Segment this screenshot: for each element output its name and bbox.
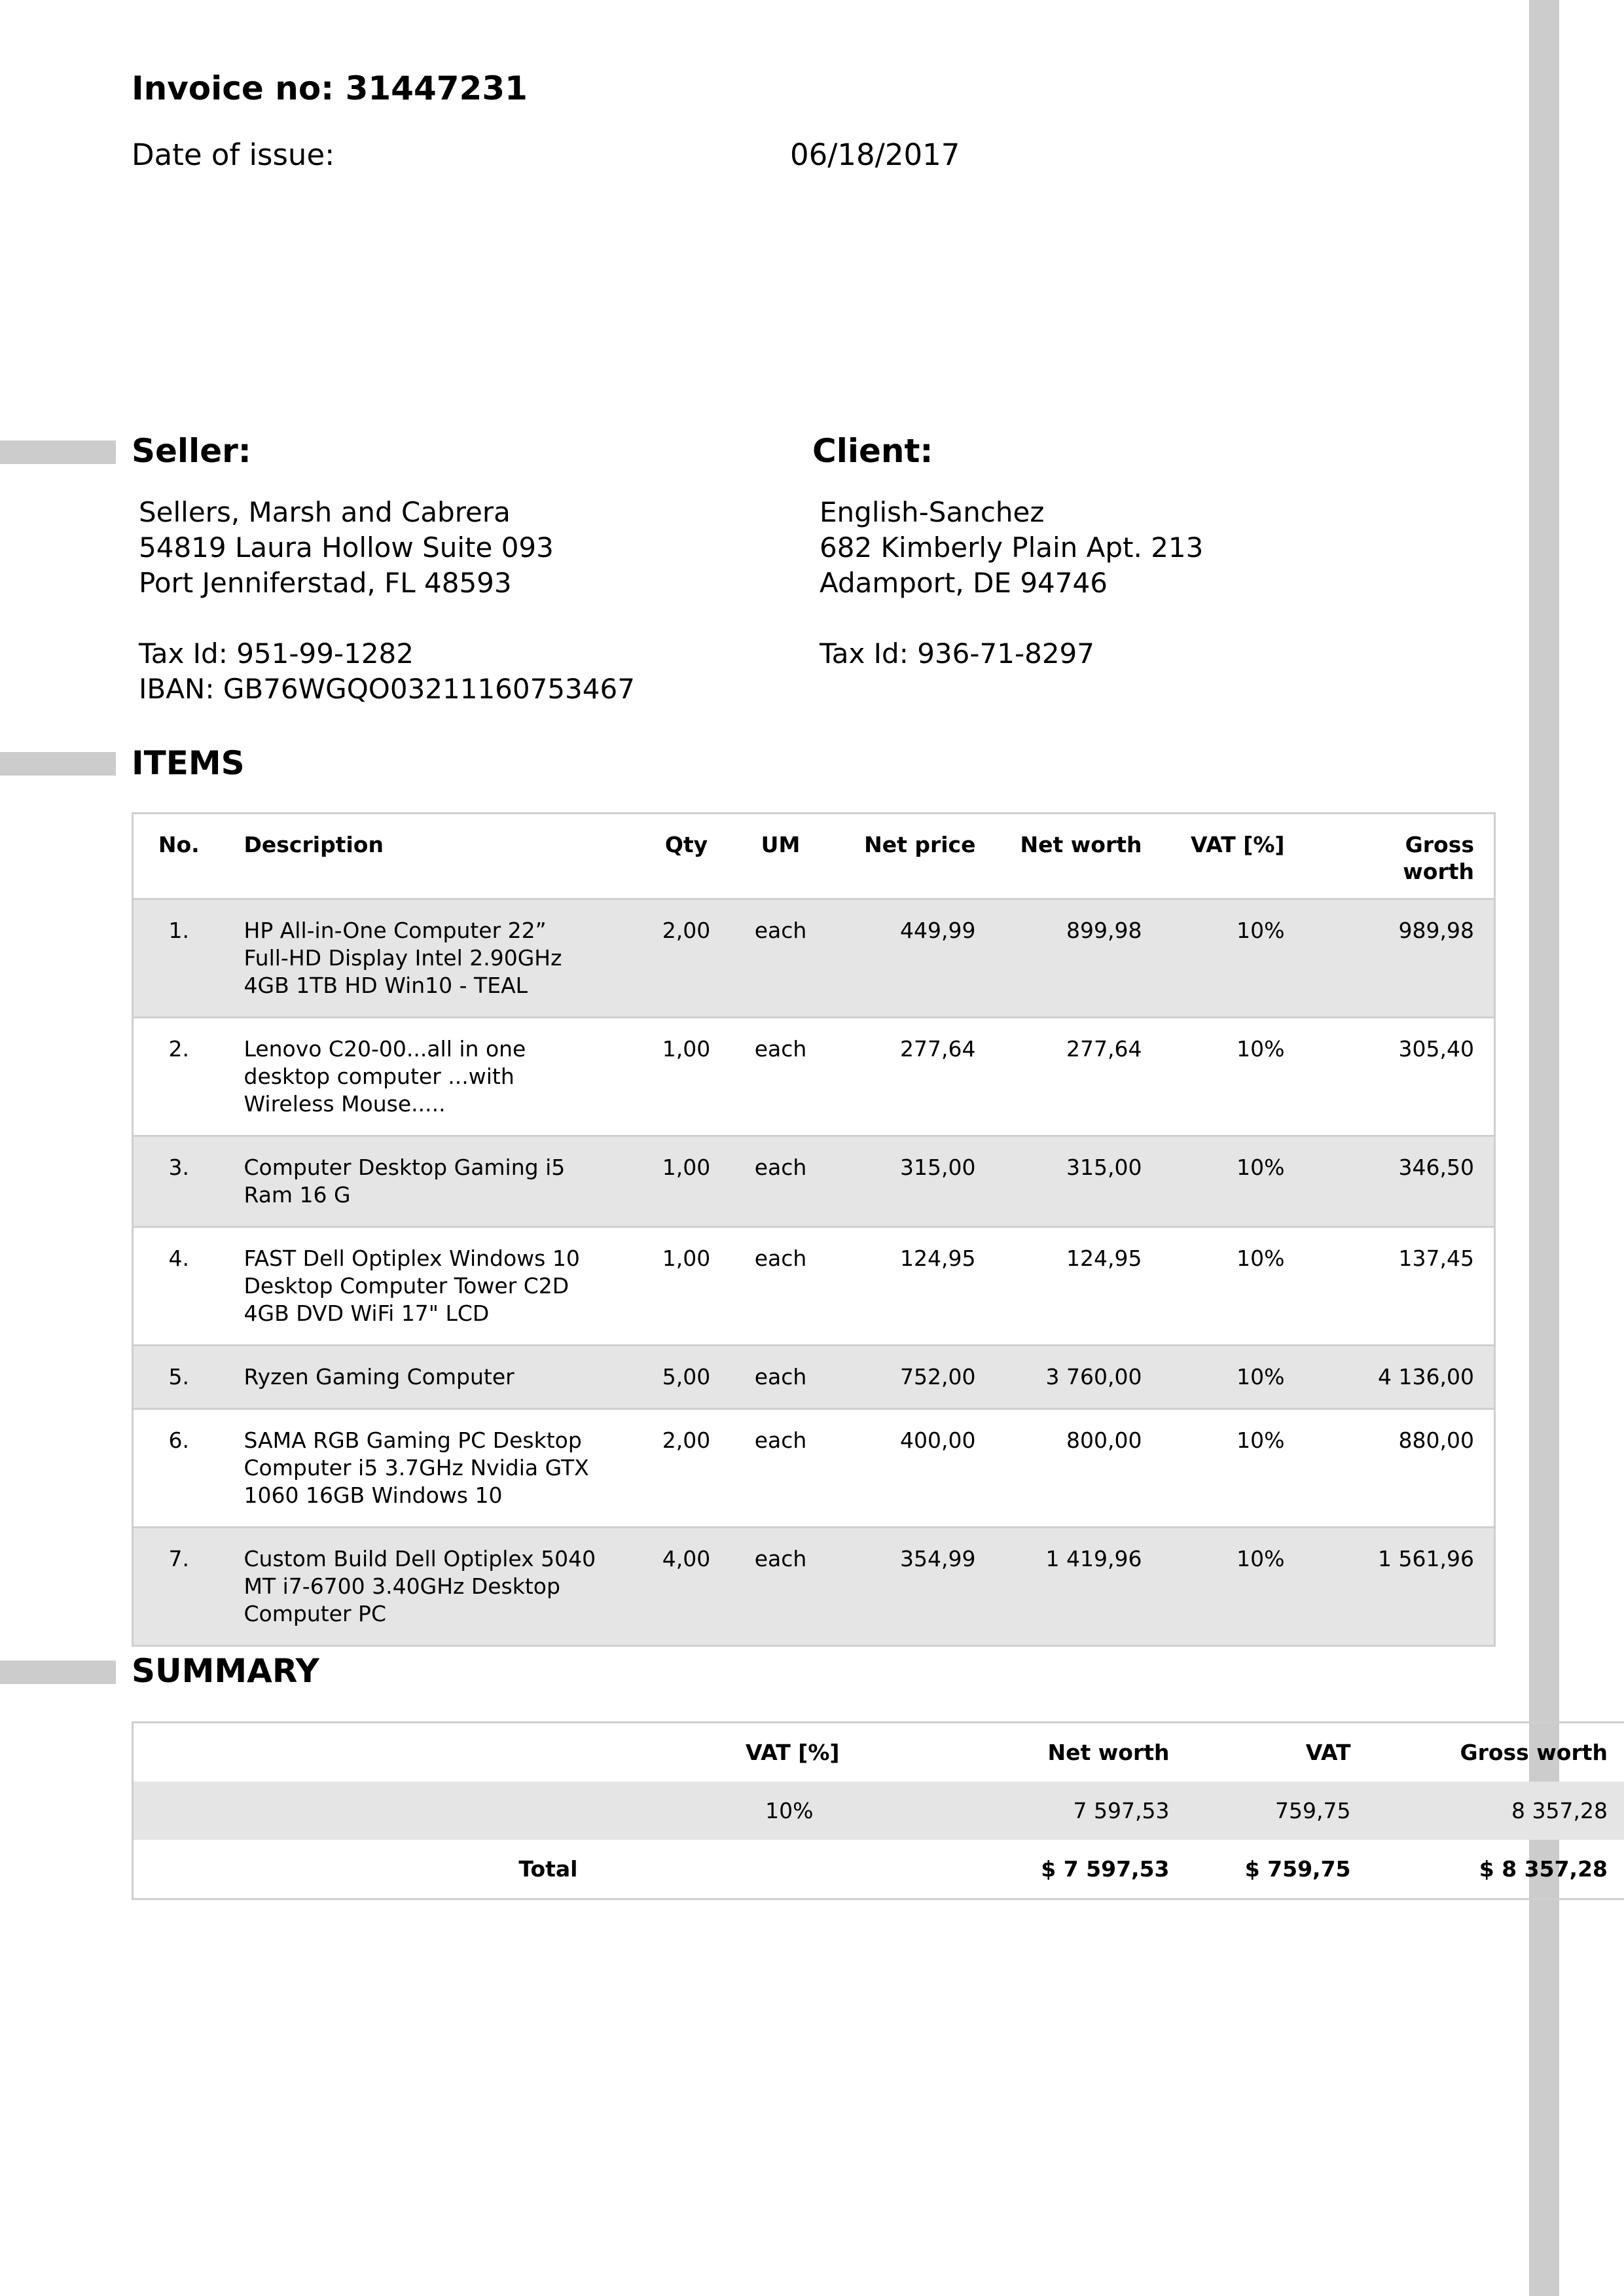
gross-worth-label-line-2: worth xyxy=(1403,859,1474,884)
item-gross-worth: 1 561,96 xyxy=(1305,1528,1495,1646)
item-description xyxy=(225,1528,641,1646)
item-no: 5. xyxy=(133,1346,225,1409)
item-net-price: 315,00 xyxy=(829,1136,996,1227)
item-description-line: Wireless Mouse..... xyxy=(244,1091,446,1117)
column-header-vat: VAT [%] xyxy=(1162,814,1305,899)
item-gross-worth: 137,45 xyxy=(1305,1227,1495,1346)
table-row xyxy=(133,1346,1495,1409)
items-table xyxy=(132,812,1496,1647)
item-um: each xyxy=(732,1227,829,1346)
summary-header-vat: VAT xyxy=(1305,1739,1351,1765)
item-net-price: 277,64 xyxy=(829,1018,996,1136)
item-no: 2. xyxy=(133,1018,225,1136)
summary-vat-pct: 10% xyxy=(578,1782,879,1840)
seller-iban: IBAN: GB76WGQO03211160753467 xyxy=(139,673,635,705)
item-vat: 10% xyxy=(1162,1409,1305,1528)
item-qty: 4,00 xyxy=(641,1528,732,1646)
item-vat: 10% xyxy=(1162,1528,1305,1646)
summary-header-row xyxy=(133,1723,1624,1782)
item-description xyxy=(225,1409,641,1528)
summary-empty-cell xyxy=(133,1782,578,1840)
table-row xyxy=(133,899,1495,1018)
item-description-line: Lenovo C20-00...all in one xyxy=(244,1036,526,1062)
item-gross-worth: 989,98 xyxy=(1305,899,1495,1018)
item-gross-worth: 305,40 xyxy=(1305,1018,1495,1136)
item-net-worth: 1 419,96 xyxy=(996,1528,1162,1646)
item-description-line: Computer Desktop Gaming i5 xyxy=(244,1155,566,1180)
item-vat: 10% xyxy=(1162,1018,1305,1136)
seller-name: Sellers, Marsh and Cabrera xyxy=(139,496,511,528)
table-row xyxy=(133,1409,1495,1528)
item-description-line: Computer PC xyxy=(244,1601,386,1626)
item-net-price: 449,99 xyxy=(829,899,996,1018)
summary-header-gross-worth: Gross worth xyxy=(1460,1739,1608,1765)
item-description-line: MT i7-6700 3.40GHz Desktop xyxy=(244,1573,560,1599)
item-no: 6. xyxy=(133,1409,225,1528)
item-description-line: FAST Dell Optiplex Windows 10 xyxy=(244,1246,580,1271)
item-description-line: Full-HD Display Intel 2.90GHz xyxy=(244,945,562,971)
item-um: each xyxy=(732,1409,829,1528)
column-header-um: UM xyxy=(732,814,829,899)
seller-heading: Seller: xyxy=(132,432,251,470)
summary-vat-row xyxy=(133,1782,1624,1840)
item-um: each xyxy=(732,1346,829,1409)
summary-total-net-worth: $ 7 597,53 xyxy=(1041,1856,1170,1882)
date-of-issue-label: Date of issue: xyxy=(132,137,335,172)
seller-section-marker xyxy=(0,440,116,464)
item-net-worth: 3 760,00 xyxy=(996,1346,1162,1409)
summary-vat-amount: 759,75 xyxy=(1187,1782,1368,1840)
item-net-price: 354,99 xyxy=(829,1528,996,1646)
seller-details xyxy=(139,495,635,707)
invoice-number: Invoice no: 31447231 xyxy=(132,69,528,107)
summary-section-marker xyxy=(0,1660,116,1684)
summary-total-row xyxy=(133,1840,1624,1899)
gross-worth-label-line-1: Gross xyxy=(1405,832,1474,857)
item-qty: 5,00 xyxy=(641,1346,732,1409)
item-no: 7. xyxy=(133,1528,225,1646)
item-description xyxy=(225,899,641,1018)
item-vat: 10% xyxy=(1162,1346,1305,1409)
client-heading: Client: xyxy=(812,432,933,470)
column-header-qty: Qty xyxy=(641,814,732,899)
summary-empty-cell xyxy=(133,1723,578,1782)
table-row xyxy=(133,1528,1495,1646)
item-um: each xyxy=(732,1018,829,1136)
item-description xyxy=(225,1136,641,1227)
item-no: 1. xyxy=(133,899,225,1018)
summary-net-worth: 7 597,53 xyxy=(879,1782,1187,1840)
items-header-row xyxy=(133,814,1495,899)
item-net-worth: 124,95 xyxy=(996,1227,1162,1346)
item-description xyxy=(225,1227,641,1346)
item-net-worth: 800,00 xyxy=(996,1409,1162,1528)
spacer xyxy=(820,601,1203,636)
item-description-line: SAMA RGB Gaming PC Desktop xyxy=(244,1427,582,1453)
client-name: English-Sanchez xyxy=(820,496,1045,528)
item-gross-worth: 4 136,00 xyxy=(1305,1346,1495,1409)
item-qty: 2,00 xyxy=(641,899,732,1018)
seller-tax-id: Tax Id: 951-99-1282 xyxy=(139,637,414,670)
item-qty: 1,00 xyxy=(641,1136,732,1227)
client-details xyxy=(820,495,1203,672)
item-gross-worth: 880,00 xyxy=(1305,1409,1495,1528)
date-of-issue-value: 06/18/2017 xyxy=(790,137,960,172)
item-description xyxy=(225,1018,641,1136)
summary-gross-worth: 8 357,28 xyxy=(1368,1782,1624,1840)
summary-total-vat: $ 759,75 xyxy=(1244,1856,1351,1882)
column-header-description: Description xyxy=(225,814,641,899)
item-um: each xyxy=(732,1528,829,1646)
item-description xyxy=(225,1346,641,1409)
summary-empty-cell xyxy=(578,1840,879,1899)
item-net-worth: 315,00 xyxy=(996,1136,1162,1227)
item-description-line: Ryzen Gaming Computer xyxy=(244,1364,514,1390)
item-vat: 10% xyxy=(1162,1136,1305,1227)
spacer xyxy=(139,601,635,636)
client-tax-id: Tax Id: 936-71-8297 xyxy=(820,637,1094,670)
item-description-line: Custom Build Dell Optiplex 5040 xyxy=(244,1546,596,1571)
client-address-line-1: 682 Kimberly Plain Apt. 213 xyxy=(820,531,1204,564)
item-net-worth: 277,64 xyxy=(996,1018,1162,1136)
item-qty: 1,00 xyxy=(641,1227,732,1346)
seller-address-line-2: Port Jenniferstad, FL 48593 xyxy=(139,567,512,599)
item-no: 3. xyxy=(133,1136,225,1227)
item-um: each xyxy=(732,1136,829,1227)
item-um: each xyxy=(732,899,829,1018)
item-description-line: desktop computer ...with xyxy=(244,1064,514,1089)
item-description-line: Desktop Computer Tower C2D xyxy=(244,1273,569,1299)
summary-heading: SUMMARY xyxy=(132,1652,319,1690)
item-no: 4. xyxy=(133,1227,225,1346)
item-gross-worth: 346,50 xyxy=(1305,1136,1495,1227)
seller-address-line-1: 54819 Laura Hollow Suite 093 xyxy=(139,531,554,564)
item-net-price: 124,95 xyxy=(829,1227,996,1346)
item-net-worth: 899,98 xyxy=(996,899,1162,1018)
item-description-line: Ram 16 G xyxy=(244,1182,351,1208)
items-heading: ITEMS xyxy=(132,744,245,782)
column-header-net-price: Net price xyxy=(829,814,996,899)
item-vat: 10% xyxy=(1162,899,1305,1018)
item-net-price: 752,00 xyxy=(829,1346,996,1409)
table-row xyxy=(133,1018,1495,1136)
column-header-no: No. xyxy=(133,814,225,899)
table-row xyxy=(133,1136,1495,1227)
item-qty: 1,00 xyxy=(641,1018,732,1136)
items-section-marker xyxy=(0,752,116,776)
client-address-line-2: Adamport, DE 94746 xyxy=(820,567,1108,599)
item-net-price: 400,00 xyxy=(829,1409,996,1528)
column-header-net-worth: Net worth xyxy=(996,814,1162,899)
summary-total-gross-worth: $ 8 357,28 xyxy=(1479,1856,1608,1882)
right-margin-bar xyxy=(1529,0,1559,2296)
item-description-line: 1060 16GB Windows 10 xyxy=(244,1482,503,1508)
item-description-line: HP All-in-One Computer 22” xyxy=(244,918,547,943)
items-body xyxy=(133,899,1495,1646)
column-header-gross-worth xyxy=(1305,814,1495,899)
item-description-line: Computer i5 3.7GHz Nvidia GTX xyxy=(244,1455,589,1480)
item-vat: 10% xyxy=(1162,1227,1305,1346)
table-row xyxy=(133,1227,1495,1346)
item-description-line: 4GB 1TB HD Win10 - TEAL xyxy=(244,973,528,998)
item-qty: 2,00 xyxy=(641,1409,732,1528)
summary-header-net-worth: Net worth xyxy=(1047,1739,1170,1765)
summary-total-label: Total xyxy=(518,1856,578,1882)
summary-header-vat-pct: VAT [%] xyxy=(745,1739,840,1765)
item-description-line: 4GB DVD WiFi 17" LCD xyxy=(244,1300,490,1326)
summary-table xyxy=(132,1721,1624,1900)
